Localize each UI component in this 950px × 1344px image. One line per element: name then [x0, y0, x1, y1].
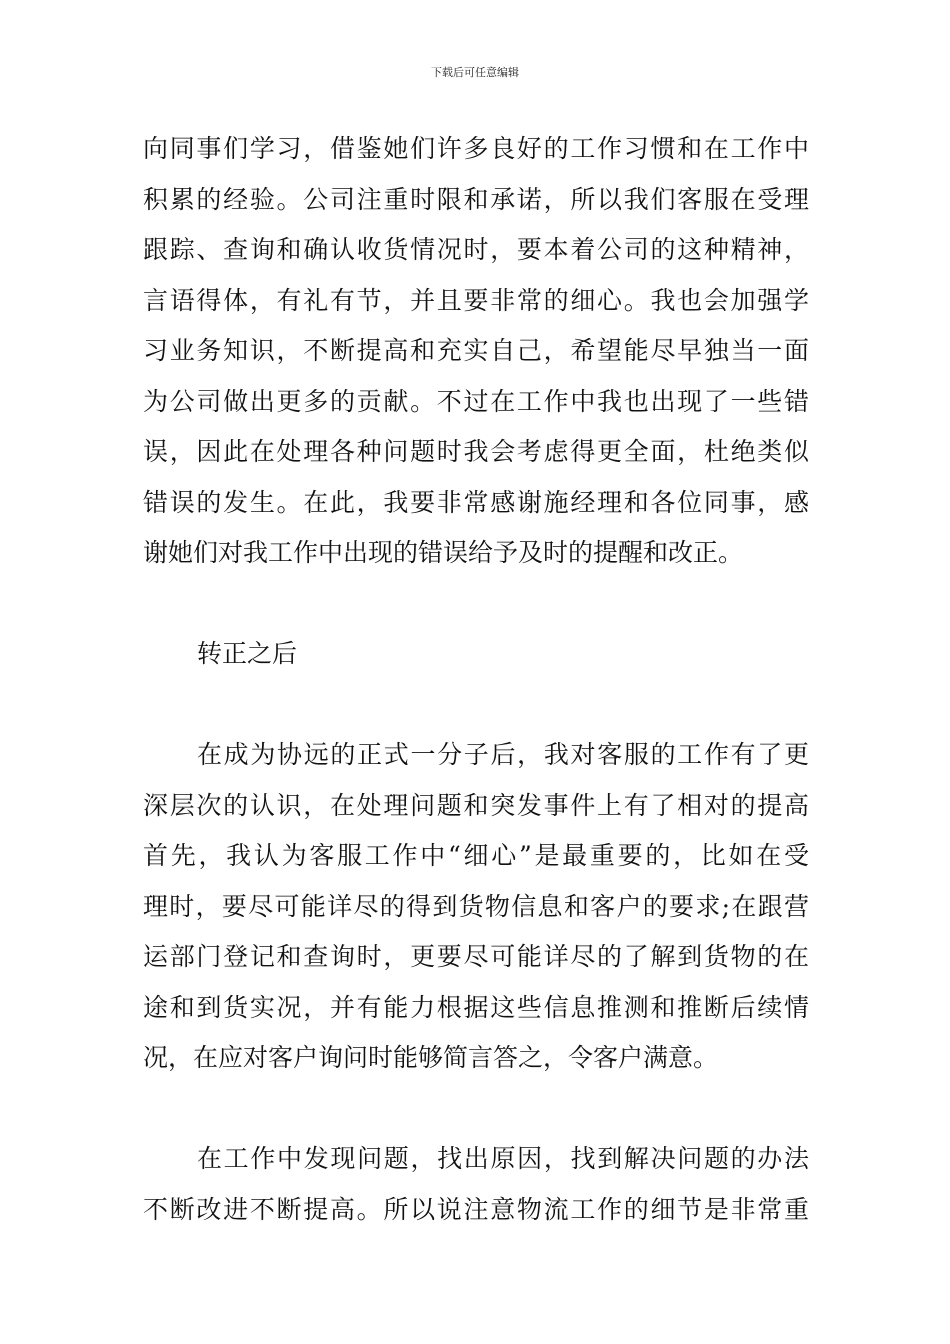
page-header: 下载后可任意编辑	[431, 66, 519, 79]
text-line: 况，在应对客户询问时能够简言答之，令客户满意。	[143, 1043, 719, 1072]
text-line: 在成为协远的正式一分子后，我对客服的工作有了更	[197, 740, 809, 769]
paragraph-3	[143, 1134, 809, 1235]
text-line: 跟踪、查询和确认收货情况时，要本着公司的这种精神，	[143, 235, 809, 264]
paragraph-gap	[143, 1084, 809, 1135]
document-body	[143, 124, 809, 1235]
paragraph-gap	[143, 680, 809, 731]
text-line: 首先，我认为客服工作中“细心”是最重要的，比如在受	[143, 841, 809, 870]
text-line: 运部门登记和查询时，更要尽可能详尽的了解到货物的在	[143, 942, 809, 971]
text-line: 向同事们学习，借鉴她们许多良好的工作习惯和在工作中	[143, 134, 809, 163]
text-line: 为公司做出更多的贡献。不过在工作中我也出现了一些错	[143, 386, 809, 416]
text-line: 误，因此在处理各种问题时我会考虑得更全面，杜绝类似	[143, 437, 809, 466]
paragraph-1	[143, 124, 809, 579]
text-line: 不断改进不断提高。所以说注意物流工作的细节是非常重	[143, 1194, 809, 1224]
text-line: 习业务知识，不断提高和充实自己，希望能尽早独当一面	[143, 336, 809, 365]
text-line: 在工作中发现问题，找出原因，找到解决问题的办法	[197, 1144, 809, 1173]
text-line: 途和到货实况，并有能力根据这些信息推测和推断后续情	[143, 992, 809, 1022]
paragraph-2	[143, 730, 809, 1084]
text-line: 理时，要尽可能详尽的得到货物信息和客户的要求;在跟营	[143, 891, 809, 921]
text-line: 谢她们对我工作中出现的错误给予及时的提醒和改正。	[143, 538, 744, 567]
text-line: 错误的发生。在此，我要非常感谢施经理和各位同事，感	[143, 487, 809, 517]
paragraph-gap	[143, 579, 809, 630]
section-heading: 转正之后	[197, 639, 298, 668]
text-line: 深层次的认识，在处理问题和突发事件上有了相对的提高	[143, 790, 809, 820]
text-line: 积累的经验。公司注重时限和承诺，所以我们客服在受理	[143, 184, 809, 214]
text-line: 言语得体，有礼有节，并且要非常的细心。我也会加强学	[143, 285, 809, 315]
